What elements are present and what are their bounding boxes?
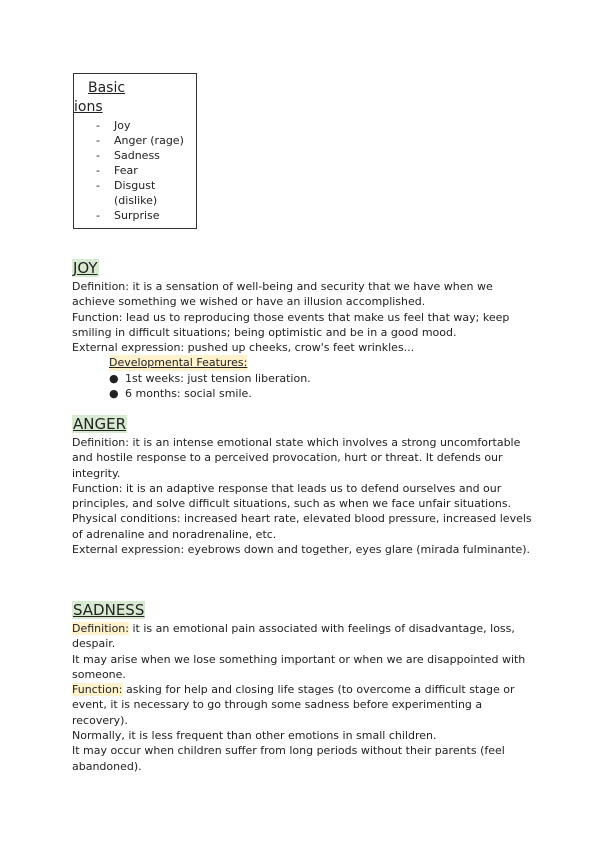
basic-emotions-list: [94, 118, 184, 223]
function-label: Function:: [72, 683, 123, 697]
sadness-line: It may arise when we lose something important or when we are disappointed with someone.: [72, 652, 526, 681]
function-text: asking for help and closing life stages (to overcome a difficult stage or event, it is necessary to go through some sadness before experimenting a recovery).: [72, 683, 515, 727]
anger-section: [72, 415, 532, 557]
list-item: - Joy: [94, 118, 184, 133]
definition-label: Definition:: [72, 622, 129, 635]
sadness-section: [72, 601, 532, 774]
anger-definition: Definition: it is an intense emotional state which involves a strong uncomfortable and hostile response to a perceived provocation, hurt or threat. It defends our integrity.: [72, 436, 521, 480]
list-item: - Sadness: [94, 148, 184, 163]
box-title-line-2: ions: [74, 99, 103, 115]
joy-heading: JOY: [73, 259, 98, 277]
anger-heading: ANGER: [73, 415, 127, 433]
joy-section: [72, 259, 532, 401]
list-item: ● 6 months: social smile.: [109, 386, 532, 401]
list-item: - Surprise: [94, 208, 184, 223]
list-item-continuation: (dislike): [114, 194, 158, 207]
box-title-line-1: Basic: [88, 80, 126, 96]
joy-expression: External expression: pushed up cheeks, crow's feet wrinkles...: [72, 341, 415, 355]
joy-developmental-features: [109, 355, 532, 401]
basic-emotions-title: [74, 79, 125, 117]
basic-emotions-box: [73, 73, 197, 229]
sadness-definition: [72, 621, 532, 652]
list-item: ● 1st weeks: just tension liberation.: [109, 371, 532, 386]
list-item: - Anger (rage): [94, 133, 184, 148]
joy-function: Function: lead us to reproducing those events that make us feel that way; keep smiling in difficult situations; being optimistic and be in a good mood.: [72, 310, 510, 339]
list-item: - Disgust: [94, 178, 184, 193]
anger-function: Function: it is an adaptive response that leads us to defend ourselves and our principles, and solve difficult situations, such as when we face unfair situations.: [72, 481, 512, 511]
anger-expression: External expression: eyebrows down and together, eyes glare (mirada fulminante).: [72, 543, 531, 557]
definition-text: it is an emotional pain associated with feelings of disadvantage, loss, despair.: [72, 622, 515, 651]
sadness-heading: SADNESS: [73, 601, 145, 619]
joy-definition: Definition: it is a sensation of well-being and security that we have when we achieve something we wished or have an illusion accomplished.: [72, 280, 493, 309]
sadness-function: [72, 682, 532, 728]
developmental-features-title: Developmental Features:: [109, 356, 248, 370]
sadness-line: Normally, it is less frequent than other emotions in small children.: [72, 729, 437, 743]
sadness-line: It may occur when children suffer from long periods without their parents (feel abandoned).: [72, 744, 505, 773]
anger-physical: Physical conditions: increased heart rate, elevated blood pressure, increased levels of adrenaline and noradrenaline, etc.: [72, 512, 532, 541]
list-item: - Fear: [94, 163, 184, 178]
